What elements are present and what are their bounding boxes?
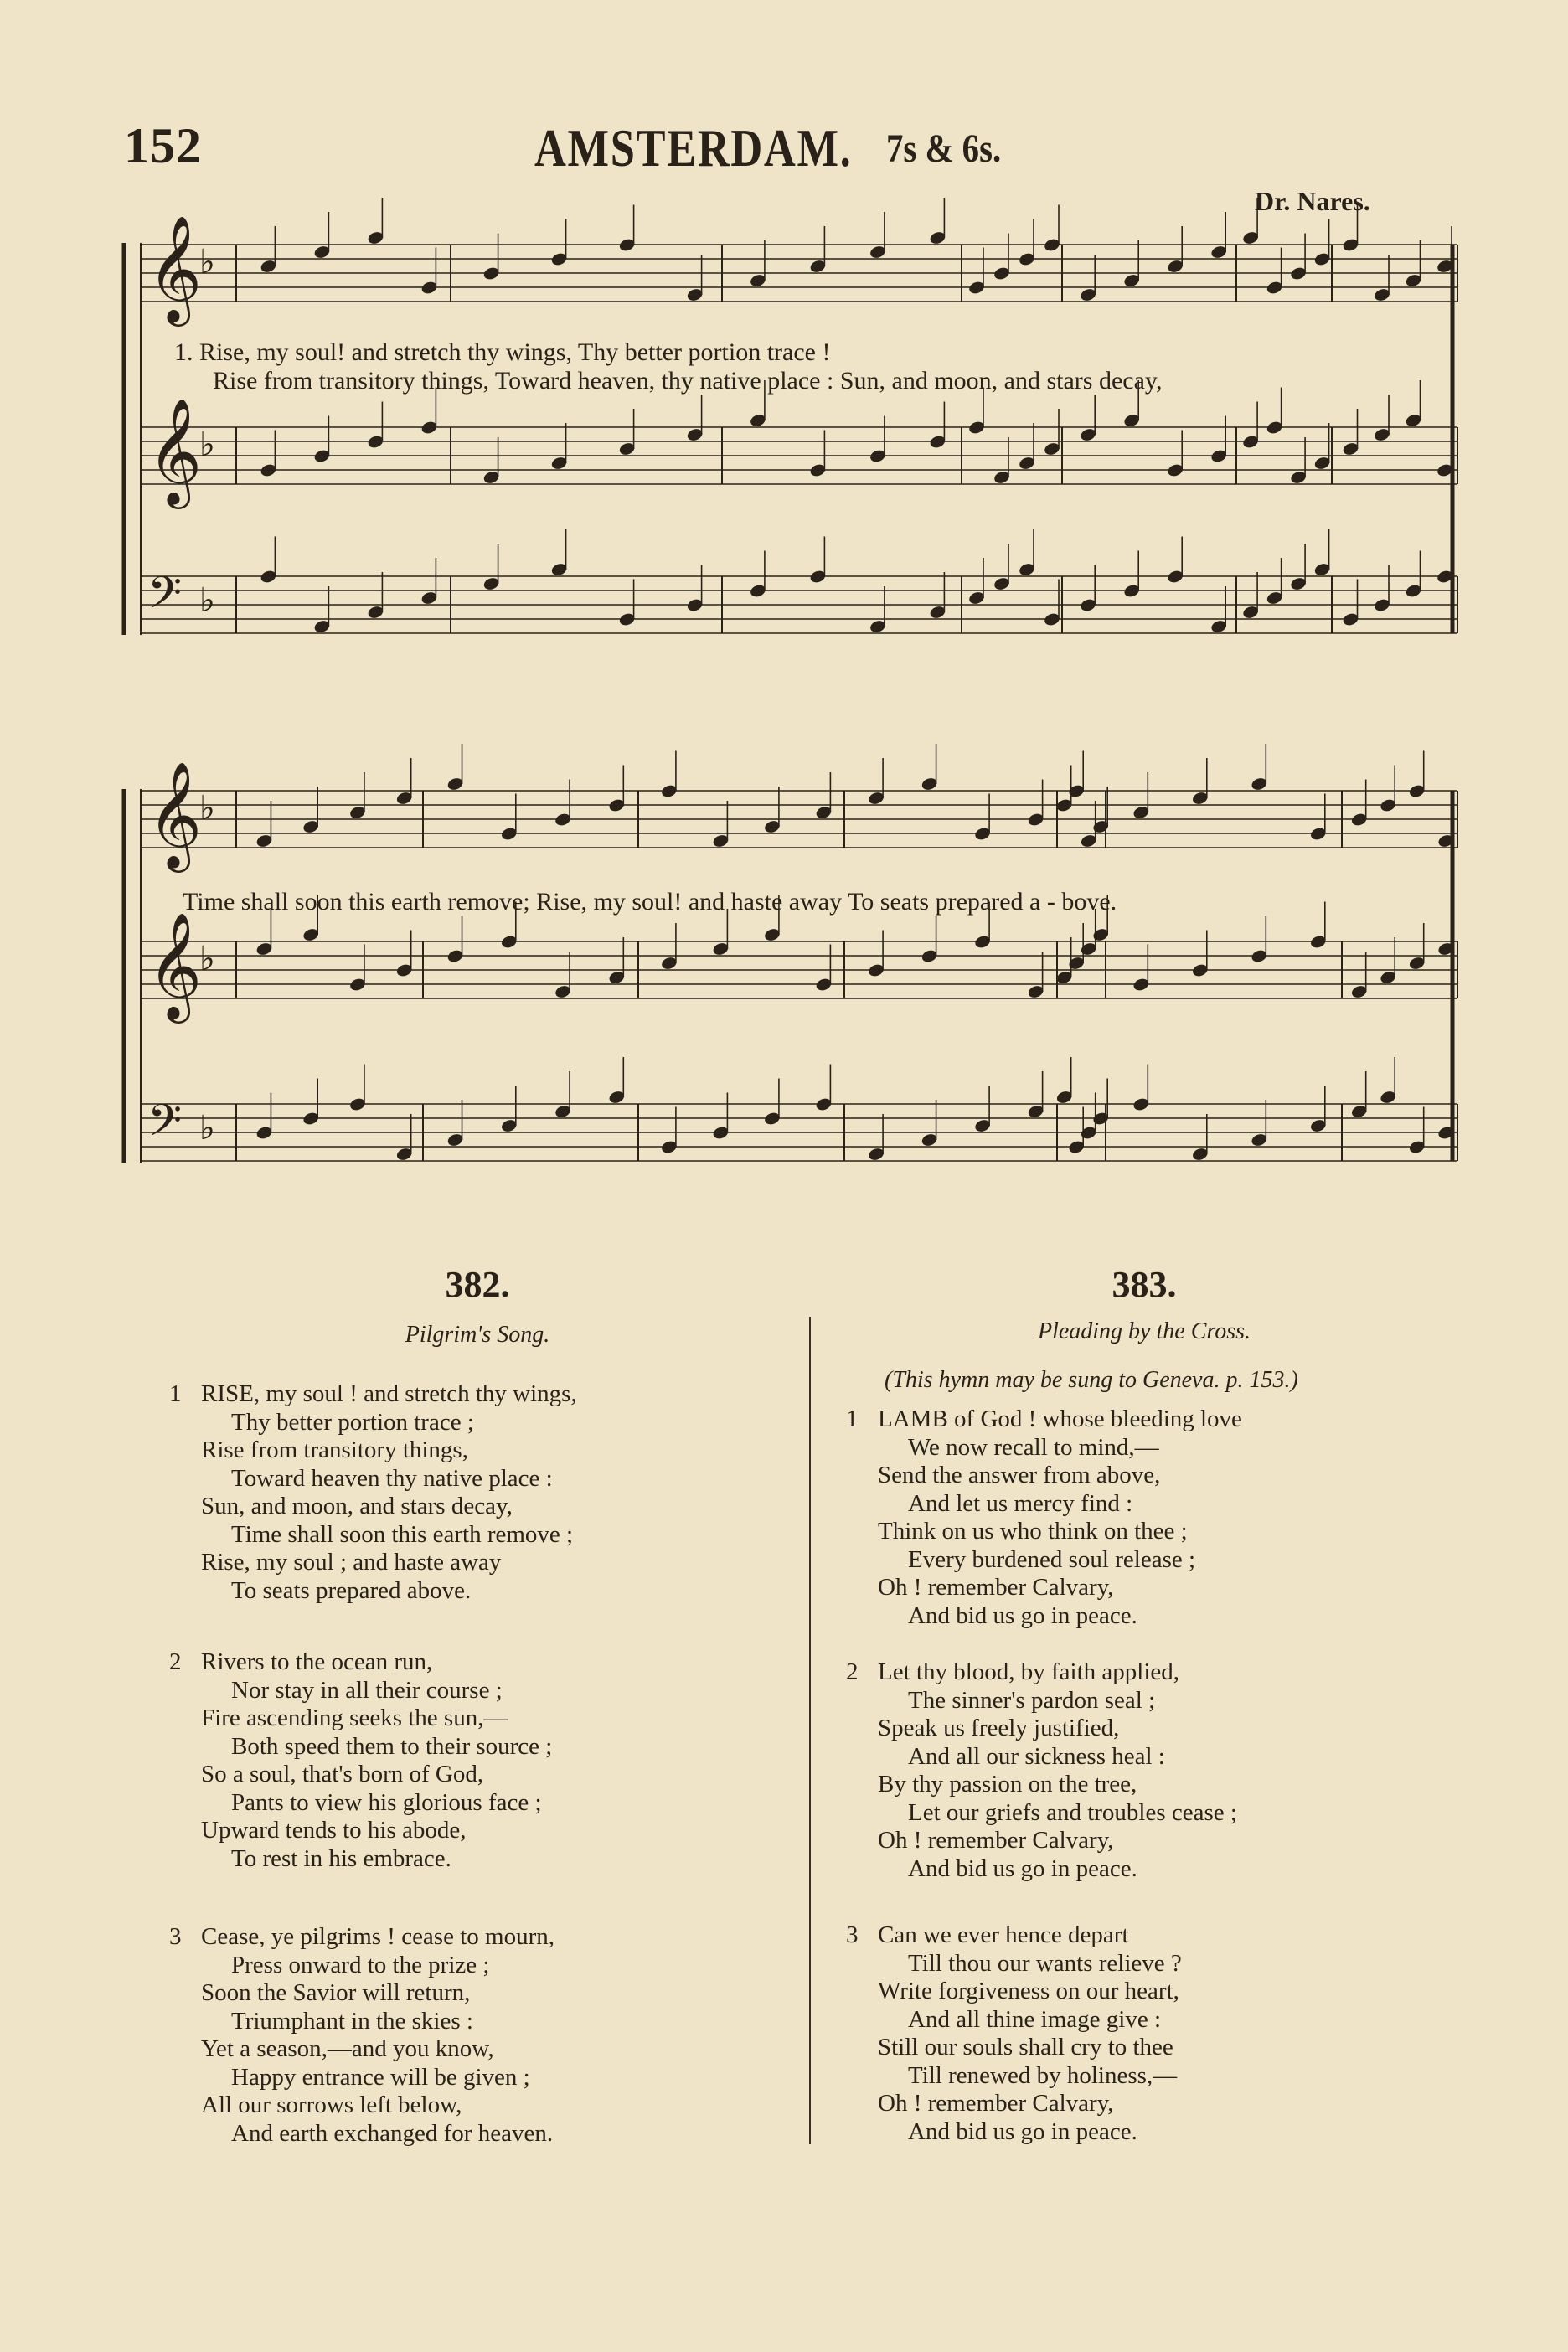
hymn-number: 383. xyxy=(1112,1264,1177,1305)
stanza-line: LAMB of God ! whose bleeding love xyxy=(878,1406,1242,1432)
stanza-line: Oh ! remember Calvary, xyxy=(878,2090,1114,2117)
stanza xyxy=(169,1923,554,2148)
hymn-subtitle: Pleading by the Cross. xyxy=(1037,1318,1251,1344)
stanza-line: Still our souls shall cry to thee xyxy=(878,2034,1173,2061)
stanza-line: Every burdened soul release ; xyxy=(908,1545,1196,1573)
stanza-line: And earth exchanged for heaven. xyxy=(231,2119,554,2147)
stanza-number: 2 xyxy=(169,1648,182,1675)
stanza-line: Pants to view his glorious face ; xyxy=(231,1788,542,1816)
stanza-number: 1 xyxy=(169,1380,182,1407)
lyric-line-1: 1. Rise, my soul! and stretch thy wings, Thy better portion trace ! xyxy=(174,338,831,366)
treble-clef: 𝄞 xyxy=(147,214,203,322)
stanza-line: And all our sickness heal : xyxy=(908,1742,1165,1770)
tune-title: AMSTERDAM. xyxy=(534,118,853,178)
key-signature-flat: ♭ xyxy=(199,426,215,464)
stanza-line: And bid us go in peace. xyxy=(908,2117,1137,2145)
page-number: 152 xyxy=(124,118,202,173)
stanza-line: Cease, ye pilgrims ! cease to mourn, xyxy=(201,1923,554,1950)
key-signature-flat: ♭ xyxy=(199,789,215,828)
stanza-number: 1 xyxy=(846,1406,859,1432)
stanza-line: Oh ! remember Calvary, xyxy=(878,1827,1114,1854)
stanza-line: Rise from transitory things, xyxy=(201,1436,468,1463)
stanza xyxy=(846,1658,1237,1883)
hymn-number: 382. xyxy=(445,1264,510,1305)
stanza-number: 2 xyxy=(846,1658,859,1685)
stanza-line: Soon the Savior will return, xyxy=(201,1979,471,2006)
stanza xyxy=(846,1921,1182,2146)
stanza-line: Toward heaven thy native place : xyxy=(231,1464,553,1492)
lyric-line-3: Time shall soon this earth remove; Rise, my soul! and haste away To seats prepared a - bove. xyxy=(183,888,1117,916)
stanza-line: Oh ! remember Calvary, xyxy=(878,1574,1114,1601)
stanza-number: 3 xyxy=(169,1923,182,1950)
stanza-line: The sinner's pardon seal ; xyxy=(908,1686,1156,1714)
stanza-line: By thy passion on the tree, xyxy=(878,1771,1137,1798)
stanza xyxy=(169,1648,553,1873)
lyric-line-2: Rise from transitory things, Toward heaven, thy native place : Sun, and moon, and stars decay, xyxy=(213,367,1163,395)
stanza-line: Send the answer from above, xyxy=(878,1462,1161,1488)
treble-clef: 𝄞 xyxy=(147,761,203,868)
stanza-line: Speak us freely justified, xyxy=(878,1715,1120,1741)
stanza-line: Both speed them to their source ; xyxy=(231,1732,553,1760)
stanza-line: Let our griefs and troubles cease ; xyxy=(908,1798,1237,1826)
key-signature-flat: ♭ xyxy=(199,1109,215,1148)
stanza-line: Think on us who think on thee ; xyxy=(878,1518,1188,1545)
stanza-line: Rise, my soul ; and haste away xyxy=(201,1549,502,1576)
stanza xyxy=(846,1406,1242,1630)
stanza-line: To rest in his embrace. xyxy=(231,1844,451,1872)
treble-clef: 𝄞 xyxy=(147,911,203,1019)
stanza-line: Sun, and moon, and stars decay, xyxy=(201,1493,513,1519)
stanza-line: Nor stay in all their course ; xyxy=(231,1676,503,1704)
column-divider xyxy=(809,1317,811,2144)
stanza-line: Write forgiveness on our heart, xyxy=(878,1978,1179,2004)
stanza-line: Upward tends to his abode, xyxy=(201,1817,467,1844)
stanza-line: Time shall soon this earth remove ; xyxy=(231,1520,574,1548)
stanza-line: Can we ever hence depart xyxy=(878,1921,1129,1948)
tune-meter: 7s & 6s. xyxy=(886,126,1002,171)
stanza-line: Till thou our wants relieve ? xyxy=(908,1949,1182,1977)
stanza-line: And let us mercy find : xyxy=(908,1489,1133,1517)
bass-clef: 𝄢 xyxy=(147,568,183,630)
key-signature-flat: ♭ xyxy=(199,940,215,978)
hymn-subtitle: Pilgrim's Song. xyxy=(405,1322,550,1348)
tune-note: (This hymn may be sung to Geneva. p. 153.) xyxy=(885,1367,1298,1393)
stanza-line: Press onward to the prize ; xyxy=(231,1951,490,1978)
stanza-line: And bid us go in peace. xyxy=(908,1854,1137,1882)
tune-composer: Dr. Nares. xyxy=(1255,186,1370,216)
bass-clef: 𝄢 xyxy=(147,1096,183,1158)
stanza-line: Thy better portion trace ; xyxy=(231,1408,474,1436)
stanza-line: Till renewed by holiness,— xyxy=(908,2061,1178,2089)
stanza-line: And all thine image give : xyxy=(908,2005,1162,2033)
stanza-line: We now recall to mind,— xyxy=(908,1433,1159,1461)
stanza-line: All our sorrows left below, xyxy=(201,2092,462,2118)
stanza-line: Triumphant in the skies : xyxy=(231,2007,473,2035)
key-signature-flat: ♭ xyxy=(199,243,215,281)
stanza-number: 3 xyxy=(846,1921,859,1948)
stanza-line: Rivers to the ocean run, xyxy=(201,1648,433,1675)
stanza-line: Fire ascending seeks the sun,— xyxy=(201,1705,508,1731)
stanza-line: Let thy blood, by faith applied, xyxy=(878,1658,1180,1685)
treble-clef: 𝄞 xyxy=(147,397,203,504)
stanza-line: To seats prepared above. xyxy=(231,1576,472,1604)
key-signature-flat: ♭ xyxy=(199,581,215,620)
stanza-line: RISE, my soul ! and stretch thy wings, xyxy=(201,1380,577,1407)
stanza-line: And bid us go in peace. xyxy=(908,1602,1137,1629)
stanza-line: Happy entrance will be given ; xyxy=(231,2063,530,2091)
stanza-line: Yet a season,—and you know, xyxy=(201,2035,494,2062)
stanza xyxy=(169,1380,577,1605)
stanza-line: So a soul, that's born of God, xyxy=(201,1761,484,1787)
